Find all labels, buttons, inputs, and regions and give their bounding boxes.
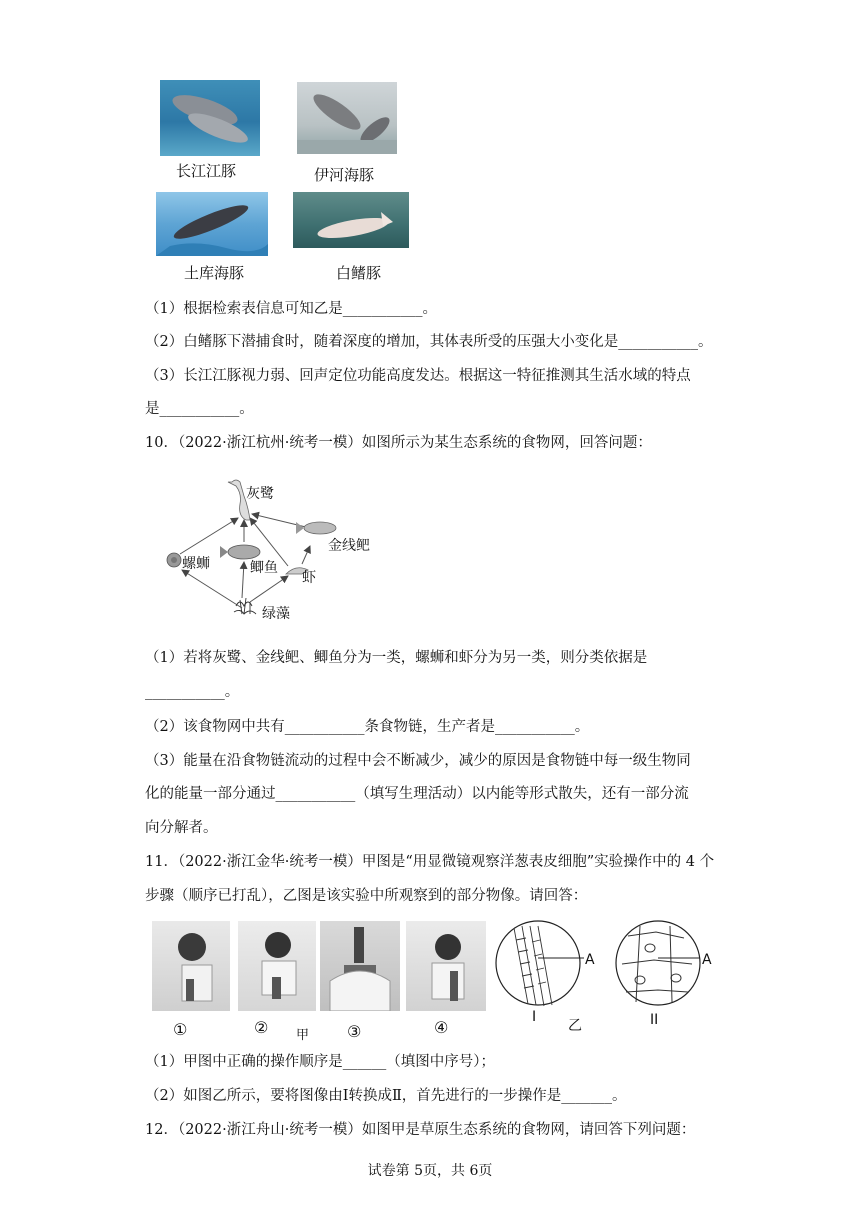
arrow-loach-egret [252, 514, 310, 528]
page-footer: 试卷第 5页，共 6页 [367, 1163, 493, 1179]
photo-step-3 [320, 921, 400, 1011]
q11-sub2: （2）如图乙所示，要将图像由Ⅰ转换成Ⅱ，首先进行的一步操作是_______。 [145, 1088, 627, 1104]
arrow-shrimp-egret [250, 518, 288, 566]
arrow-snail-egret [180, 518, 238, 554]
q9-sub3-cont: 是___________。 [145, 401, 254, 417]
photo-yangtze-finless-porpoise [160, 80, 260, 156]
label-step-1: ① [173, 1020, 188, 1039]
label-loach: 金线鲃 [328, 538, 370, 554]
label-step-2: ② [254, 1018, 269, 1037]
label-tucuxi-dolphin: 土库海豚 [184, 264, 245, 282]
q10-sub1-cont: ___________。 [145, 684, 240, 700]
photo-step-1 [152, 921, 230, 1011]
label-step-3: ③ [347, 1022, 362, 1041]
photo-tucuxi-dolphin [156, 192, 268, 256]
field-view-2 [616, 921, 712, 1028]
label-algae: 绿藻 [262, 606, 290, 622]
pointer-a-1: A [585, 952, 595, 968]
arrow-algae-crucian [242, 562, 244, 598]
q10-title: 10．（2022·浙江杭州·统考一模）如图所示为某生态系统的食物网，回答问题： [145, 435, 652, 451]
field-of-view-diagrams [488, 918, 728, 1038]
label-snail: 螺蛳 [182, 556, 210, 572]
q9-sub2: （2）白鳍豚下潜捕食时，随着深度的增加，其体表所受的压强大小变化是___________。 [145, 334, 713, 350]
label-step-4: ④ [434, 1018, 449, 1037]
photo-step-2 [238, 921, 316, 1011]
q10-sub1: （1）若将灰鹭、金线鲃、鲫鱼分为一类，螺蛳和虾分为另一类，则分类依据是 [145, 650, 648, 666]
q9-sub1: （1）根据检索表信息可知乙是___________。 [145, 301, 437, 317]
food-web-diagram [160, 470, 400, 630]
label-shrimp: 虾 [302, 570, 316, 586]
q10-sub3-cont: 化的能量一部分通过___________（填写生理活动）以内能等形式散失，还有一部分流 [145, 786, 689, 802]
snail-icon [167, 553, 181, 567]
arrow-algae-shrimp [250, 576, 288, 602]
label-II: II [650, 1012, 659, 1028]
photo-baiji-dolphin [293, 192, 409, 248]
q11-sub1: （1）甲图中正确的操作顺序是______（填图中序号）； [145, 1054, 495, 1070]
q9-sub3: （3）长江江豚视力弱、回声定位功能高度发达。根据这一特征推测其生活水域的特点 [145, 368, 691, 384]
q10-sub2: （2）该食物网中共有___________条食物链，生产者是___________。 [145, 719, 590, 735]
loach-fish-icon [296, 522, 336, 534]
arrow-algae-snail [182, 570, 242, 608]
label-yangtze-porpoise: 长江江豚 [176, 162, 237, 180]
q12-title: 12．（2022·浙江舟山·统考一模）如图甲是草原生态系统的食物网，请回答下列问题： [145, 1122, 696, 1138]
label-baiji-dolphin: 白鳍豚 [336, 264, 382, 282]
arrow-shrimp-loach [302, 546, 310, 564]
q10-sub3: （3）能量在沿食物链流动的过程中会不断减少，减少的原因是食物链中每一级生物同 [145, 753, 691, 769]
field-view-1 [496, 921, 595, 1025]
pointer-a-2: A [702, 952, 712, 968]
label-irrawaddy-dolphin: 伊河海豚 [314, 166, 375, 184]
photo-step-4 [406, 921, 486, 1011]
label-jia: 甲 [296, 1028, 310, 1043]
q10-sub3-cont2: 向分解者。 [145, 820, 218, 836]
q11-title: 11．（2022·浙江金华·统考一模）甲图是“用显微镜观察洋葱表皮细胞”实验操作中的 4 个 [145, 854, 715, 870]
label-egret: 灰鹭 [246, 486, 274, 502]
label-I: I [532, 1009, 537, 1025]
label-crucian: 鲫鱼 [250, 560, 278, 576]
q11-title-cont: 步骤（顺序已打乱），乙图是该实验中所观察到的部分物像。请回答： [145, 888, 588, 904]
crucian-carp-icon [220, 545, 260, 559]
label-yi: 乙 [568, 1018, 582, 1034]
photo-irrawaddy-dolphin [297, 82, 397, 154]
